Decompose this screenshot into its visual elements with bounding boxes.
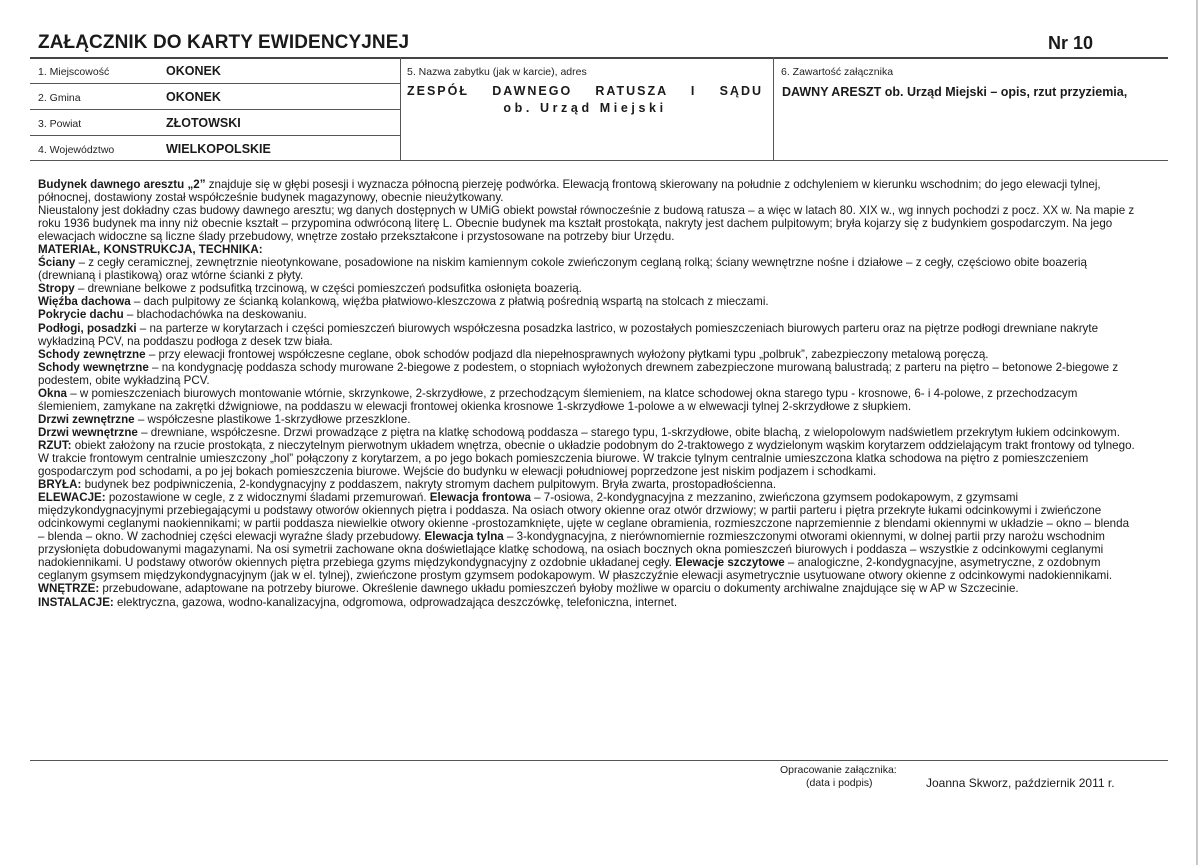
field-value-miejscowosc: OKONEK (166, 64, 221, 78)
intro-bold: Budynek dawnego aresztu „2” (38, 178, 206, 191)
outer-doors-paragraph (38, 413, 1136, 426)
front-facade-heading: Elewacja frontowa (426, 491, 531, 505)
interior-text: przebudowane, adaptowane na potrzeby biurowe. Określenie dawnego układu pomieszczeń byłoby możliwe w oparciu o dokumenty archiwalne znajdujące się w AP w Szczecinie. (99, 582, 1019, 596)
table-row-line (30, 83, 400, 84)
document-title: ZAŁĄCZNIK DO KARTY EWIDENCYJNEJ (38, 32, 410, 53)
gable-facades-heading: Elewacje szczytowe (671, 556, 785, 570)
windows-paragraph (38, 387, 1136, 413)
installations-paragraph (38, 596, 1136, 609)
roof-frame-text: – dach pulpitowy ze ścianką kolankową, więźba płatwiowo-kleszczowa z płatwią pośrednią wspartą na stolcach z mieczami. (130, 295, 769, 309)
material-heading-text: MATERIAŁ, KONSTRUKCJA, TECHNIKA: (38, 243, 263, 257)
footer-line (30, 760, 1168, 761)
facades-text-4: – analogiczne, 2-kondygnacyjne, asymetryczne, z ozdobnym ceglanym gsymsem międzykondygnacyjnym (jak w el. tylnej), zwieńczone prostym gzymsem podokapowym. W płaszczyźnie elewacji asymetrycznie usytuowane otwory okienne z odcinkowymi nadokiennikami. (38, 556, 1113, 583)
field-label-nazwa: 5. Nazwa zabytku (jak w karcie), adres (407, 66, 587, 78)
inner-doors-paragraph (38, 426, 1136, 439)
author-signature: Joanna Skworz, październik 2011 r. (926, 776, 1115, 790)
table-bottom-line (30, 160, 1168, 161)
history-paragraph: Nieustalony jest dokładny czas budowy dawnego aresztu; wg danych dostępnych w UMiG obiekt powstał równocześnie z budową ratusza – a więc w latach 80. XIX w., wg innych pochodzi z pocz. XX w. Na mapie z roku 1936 budynek ma inny niż obecnie kształt – przypomina odwróconą literę L. Obecnie budynek ma kształt prostokąta, nakryty jest dachem pulpitowym; bryła kojarzy się z budynkiem gospodarczym. Na jego elewacjach widoczne są liczne ślady przebudowy, wnętrze zostało przekształcone i przystosowane na potrzeby biur Urzędu. (38, 204, 1135, 244)
floors-heading: Podłogi, posadzki (38, 321, 137, 335)
plan-paragraph (38, 439, 1136, 478)
inner-stairs-text: – na kondygnację poddasza schody murowane 2-biegowe z podestem, o stopniach wyłożonych drewnem zabezpieczone murowaną balustradą; z parteru na piętro – betonowe 2-biegowe z podestem, obite wykładziną PCV. (38, 360, 1119, 387)
field-value-powiat: ZŁOTOWSKI (166, 116, 241, 130)
facades-text-1: pozostawione w cegle, z z widocznymi śladami przemurowań. (105, 491, 427, 505)
facades-heading: ELEWACJE: (38, 491, 106, 505)
massing-paragraph (38, 478, 1136, 491)
floors-paragraph (38, 322, 1136, 348)
prepared-by-label: Opracowanie załącznika: (780, 764, 897, 776)
roof-frame-heading: Więźba dachowa (38, 295, 131, 309)
outer-doors-heading: Drzwi zewnętrzne (38, 412, 135, 426)
walls-paragraph (38, 256, 1136, 282)
windows-text: – w pomieszczeniach biurowych montowanie wtórnie, skrzynkowe, 2-skrzydłowe, z przechodzącym ślemieniem, na klatce schodowej okna starego typu - krosnowe, 6- i 4-polowe, z przechodzacym ślemieniem, zamykane na zakrętki dźwigniowe, na poddaszu w elewacji frontowej okienka krosnowe 1-skrzydłowe 1-polowe a w elwewacji tylnej 2-skrzydłowe z słupkiem. (38, 386, 1078, 413)
interior-paragraph (38, 582, 1136, 595)
plan-heading: RZUT: (38, 438, 72, 452)
installations-text: elektryczna, gazowa, wodno-kanalizacyjna, odgromowa, odprowadzająca deszczówkę, telefoniczna, internet. (113, 595, 678, 609)
windows-heading: Okna (38, 386, 67, 400)
roofing-heading: Pokrycie dachu (38, 308, 124, 322)
inner-doors-heading: Drzwi wewnętrzne (38, 425, 138, 439)
table-row-line (30, 135, 400, 136)
ceilings-paragraph (38, 282, 1136, 295)
material-heading (38, 243, 1136, 256)
facades-text-3: – 3-kondygnacyjna, z nierównomiernie rozmieszczonymi otworami okiennymi, w dolnej partii przy narożu wschodnim przysłonięta dobudowanymi magazynami. Na osi symetrii zachowane okna doświetlające klatkę schodową, na osiach bocznych okna pomieszczeń biurowych i poddasza – wszystkie z odcinkowymi ceglanymi nadokiennikami. U podstawy otworów okiennych piętra przebiega gzyms międzykondygnacyjny z ozdobnie układanej cegły. (38, 530, 1105, 570)
rear-facade-heading: Elewacja tylna (421, 530, 504, 544)
installations-heading: INSTALACJE: (38, 595, 114, 609)
floors-text: – na parterze w korytarzach i części pomieszczeń biurowych współczesna posadzka lastrico, w pozostałych pomieszczeniach biurowych parteru oraz na piętrze podłogi drewniane nakryte wykładziną PCV, na poddaszu podłoga z desek tzw biała. (38, 321, 1099, 348)
intro-paragraph (38, 178, 1136, 204)
table-column-line (773, 57, 774, 161)
roofing-text: – blachodachówka na deskowaniu. (123, 308, 307, 322)
field-label-gmina: 2. Gmina (38, 92, 81, 104)
table-column-line (400, 57, 401, 161)
field-value-wojewodztwo: WIELKOPOLSKIE (166, 142, 271, 156)
inner-stairs-heading: Schody wewnętrzne (38, 360, 149, 374)
inner-stairs-paragraph (38, 361, 1136, 387)
walls-text: – z cegły ceramicznej, zewnętrznie nieotynkowane, posadowione na niskim kamiennym cokole zwieńczonym ceglaną rolką; ściany wewnętrzne nośne i działowe – z cegły, częściowo obite boazerią (drewnianą i plastikową) oraz wtórne ścianki z płyty. (38, 256, 1087, 283)
field-label-zawartosc: 6. Zawartość załącznika (781, 66, 894, 78)
massing-text: budynek bez podpiwniczenia, 2-kondygnacyjny z poddaszem, nakryty stromym dachem pulpitowym. Bryła zwarta, prostopadłościenna. (81, 478, 777, 492)
date-signature-label: (data i podpis) (806, 777, 873, 789)
document-number: Nr 10 (1048, 33, 1094, 53)
plan-text: obiekt założony na rzucie prostokąta, z nieczytelnym pierwotnym układem wnętrza, obecnie o układzie podobnym do 2-traktowego z wydzielonym wąskim korytarzem oddzielającym trakt frontowy od tylnego. W trakcie frontowym centralnie umieszczony „hol” połączony z korytarzem, a po jego bokach pomieszczenia biurowe. W trakcie tylnym centralnie umieszczona klatka schodowa na piętro z pomieszczeniem gospodarczym pod schodami, a po jej bokach pomieszczenia biurowe. Wejście do budynku w elewacji południowej poprzedzone jest niskim podjazem i schodkami. (38, 438, 1135, 479)
interior-heading: WNĘTRZE: (38, 582, 100, 596)
table-top-line (30, 57, 1168, 59)
facades-paragraph (38, 491, 1136, 582)
massing-heading: BRYŁA: (38, 478, 82, 492)
field-label-miejscowosc: 1. Miejscowość (38, 66, 110, 78)
description-body (38, 178, 1136, 609)
ceilings-text: – drewniane belkowe z podsufitką trzcinową, w części pomieszczeń podsufitka osłonięta boazerią. (74, 282, 582, 296)
monument-current-use: ob. Urząd Miejski (503, 101, 667, 115)
field-label-powiat: 3. Powiat (38, 118, 82, 130)
field-value-gmina: OKONEK (166, 90, 221, 104)
roofing-paragraph (38, 308, 1136, 321)
field-label-wojewodztwo: 4. Województwo (38, 144, 115, 156)
intro-text: znajduje się w głębi posesji i wyznacza północną pierzeję podwórka. Elewacją frontową skierowany na południe z odchyleniem w kierunku wschodnim; do jego elewacji tylnej, północnej, dostawiony został współcześnie budynek magazynowy, obecnie nieużytkowany. (38, 178, 1101, 205)
outer-doors-text: – współczesne plastikowe 1-skrzydłowe przeszklone. (134, 412, 411, 426)
outer-stairs-paragraph (38, 348, 1136, 361)
attachment-content: DAWNY ARESZT ob. Urząd Miejski – opis, rzut przyziemia, (782, 85, 1128, 99)
roof-frame-paragraph (38, 295, 1136, 308)
ceilings-heading: Stropy (38, 282, 75, 296)
facades-text-2: – 7-osiowa, 2-kondygnacyjna z mezzanino, zwieńczona gzymsem podokapowym, z gzymsami międzykondygnacyjnymi przebiegającymi u podstawy otworów okiennych piętra i poddasza. Na osiach otwory okienne oraz otwór drzwiowy; w partii parteru i piętra przekryte łukami odcinkowymi i zwieńczone odcinkowymi ceglanymi naokiennikami; w partii poddasza niewielkie otwory okienne -prostozamknięte, ujęte w ceglane obramienia, rozmieszczone naprzemiennie z blendami okiennymi w układzie – okno – blenda – blenda – okno. W zachodniej części elewacji wyraźne ślady przebudowy. (38, 491, 1130, 544)
monument-name: ZESPÓŁ DAWNEGO RATUSZA I SĄDU (407, 84, 763, 98)
inner-doors-text: – drewniane, współczesne. Drzwi prowadzące z piętra na klatkę schodową poddasza – starego typu, 1-skrzydłowe, obite blachą, z wielopolowym nadświetlem przekrytym łukiem odcinkowym. (137, 425, 1120, 439)
table-row-line (30, 109, 400, 110)
outer-stairs-heading: Schody zewnętrzne (38, 347, 146, 361)
outer-stairs-text: – przy elewacji frontowej współczesne ceglane, obok schodów podjazd dla niepełnosprawnych wyłożony płytkami typu „polbruk”, zabezpieczony metalową poręczą. (145, 347, 989, 361)
walls-heading: Ściany (38, 256, 76, 270)
